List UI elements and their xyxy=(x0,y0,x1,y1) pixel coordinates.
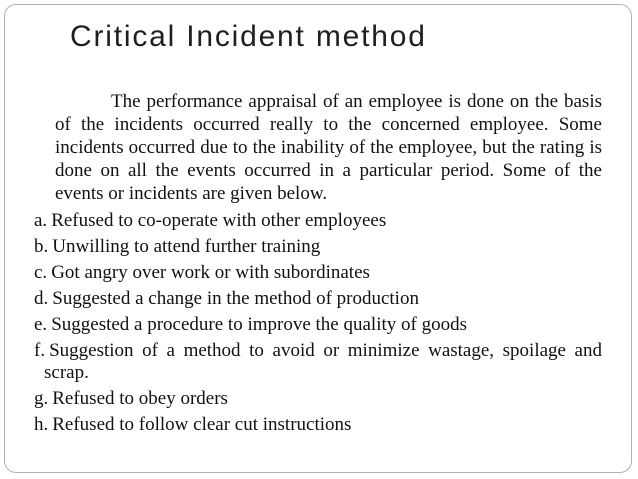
list-item xyxy=(34,340,602,384)
list-item-text: Refused to co-operate with other employees xyxy=(51,210,387,231)
list-item xyxy=(34,314,602,336)
incident-list xyxy=(34,210,602,436)
intro-paragraph: The performance appraisal of an employee is done on the basis of the incidents occurred really to the concerned employee. Some incidents occurred due to the inability of the employee, but the rating is done on all the events occurred in a particular period. Some of the events or incidents are given below. xyxy=(55,91,602,204)
list-item xyxy=(34,414,602,436)
list-item xyxy=(34,388,602,410)
list-marker: b. xyxy=(34,236,49,257)
list-marker: f. xyxy=(34,340,46,361)
list-marker: h. xyxy=(34,414,49,435)
list-item xyxy=(34,236,602,258)
list-item-text: Suggestion of a method to avoid or minimize wastage, spoilage and scrap. xyxy=(44,340,602,383)
slide-body xyxy=(34,90,602,440)
list-item-text: Refused to follow clear cut instructions xyxy=(52,414,352,435)
slide-title: Critical Incident method xyxy=(70,20,427,53)
list-item xyxy=(34,288,602,310)
list-marker: g. xyxy=(34,388,49,409)
list-marker: d. xyxy=(34,288,49,309)
list-item-text: Suggested a procedure to improve the quality of goods xyxy=(51,314,467,335)
list-item-text: Got angry over work or with subordinates xyxy=(51,262,370,283)
list-marker: e. xyxy=(34,314,48,335)
list-item xyxy=(34,210,602,232)
list-marker: c. xyxy=(34,262,48,283)
list-item xyxy=(34,262,602,284)
list-item-text: Refused to obey orders xyxy=(52,388,228,409)
list-marker: a. xyxy=(34,210,48,231)
list-item-text: Suggested a change in the method of production xyxy=(52,288,419,309)
list-item-text: Unwilling to attend further training xyxy=(52,236,321,257)
